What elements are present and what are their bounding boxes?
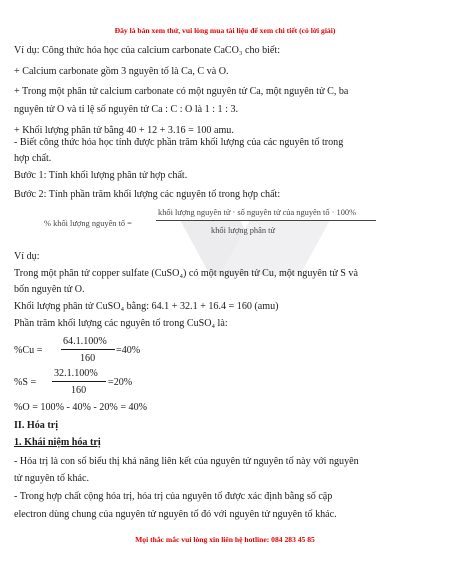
section-heading: II. Hóa trị [14, 420, 59, 431]
text-line: tử nguyên tố khác. [14, 473, 89, 484]
text-line: + Calcium carbonate gồm 3 nguyên tố là Ca, C và O. [14, 66, 229, 77]
text-line: Phần trăm khối lượng các nguyên tố trong CuSO₄ là: [14, 318, 228, 329]
cu-calculation: %Cu = 64.1.100% 160 =40% [14, 336, 141, 364]
o-calculation: %O = 100% - 40% - 20% = 40% [14, 402, 148, 413]
text-line: - Trong hợp chất cộng hóa trị, hóa trị của nguyên tố được xác định bằng số cặp [14, 491, 333, 502]
footer-banner: Mọi thắc mắc vui lòng xin liên hệ hotline: 084 283 45 85 [135, 535, 315, 544]
text-line: - Hóa trị là con số biểu thị khả năng liên kết của nguyên tử nguyên tố này với nguyên [14, 456, 359, 467]
formula-numerator: khối lượng nguyên tử · số nguyên tử của nguyên tố · 100% [158, 208, 357, 217]
formula-denominator: khối lượng phân tử [211, 226, 275, 235]
text-line: + Trong một phân tử calcium carbonate có một nguyên tử Ca, một nguyên tử C, ba [14, 86, 349, 97]
text-line: nguyên tử O và tỉ lệ số nguyên tử Ca : C : O là 1 : 1 : 3. [14, 104, 239, 115]
text-line: Bước 1: Tính khối lượng phân tử hợp chất. [14, 170, 188, 181]
text-line: Trong một phân tử copper sulfate (CuSO₄) có một nguyên tử Cu, một nguyên tử S và [14, 268, 358, 279]
example-intro: Ví dụ: [14, 251, 40, 262]
text-line: Bước 2: Tính phần trăm khối lượng các nguyên tố trong hợp chất: [14, 189, 281, 200]
text-line: - Biết công thức hóa học tính được phần trăm khối lượng của các nguyên tố trong [14, 137, 344, 148]
subsection-heading [14, 437, 438, 449]
header-banner: Đây là bản xem thử, vui lòng mua tài liệu để xem chi tiết (có lời giải) [114, 26, 336, 35]
s-calculation: %S = 32.1.100% 160 =20% [14, 368, 133, 396]
text-line: bốn nguyên tử O. [14, 284, 85, 295]
text-line: electron dùng chung của nguyên tử nguyên tố đó với nguyên tử nguyên tố khác. [14, 509, 337, 520]
text-line: + Khối lượng phân tử bằng 40 + 12 + 3.16 = 100 amu. [14, 125, 234, 136]
formula-lhs: % khối lượng nguyên tố = [44, 219, 132, 228]
text-line: Khối lượng phân tử CuSO₄ bằng: 64.1 + 32.1 + 16.4 = 160 (amu) [14, 301, 279, 312]
subsection-heading-text: 1. Khái niệm hóa trị [14, 437, 101, 448]
text-line: Ví dụ: Công thức hóa học của calcium carbonate CaCO₃ cho biết: [14, 45, 281, 56]
text-line: hợp chất. [14, 153, 52, 164]
